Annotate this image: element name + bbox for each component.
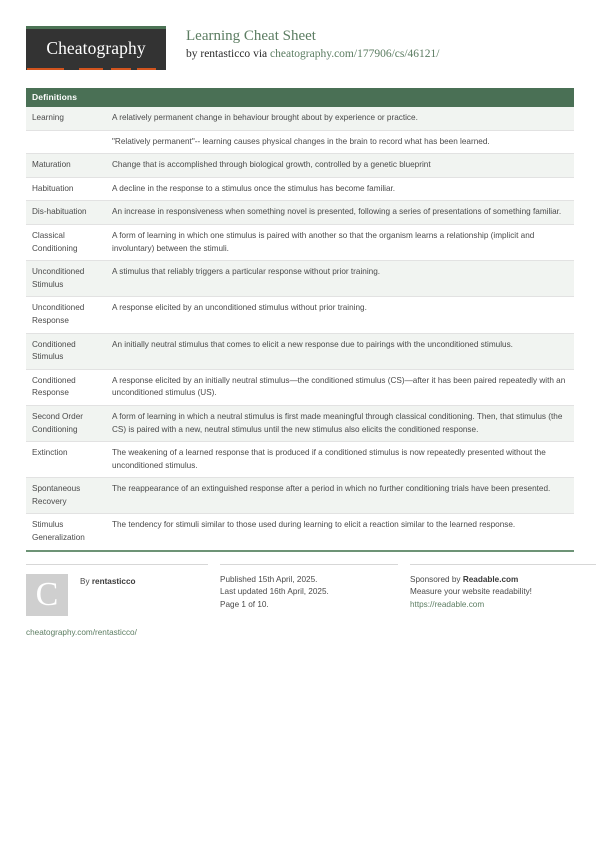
table-row (26, 369, 574, 405)
table-row (26, 261, 574, 297)
definition-cell: "Relatively permanent"-- learning causes physical changes in the brain to record what has been learned. (106, 130, 574, 154)
table-row (26, 154, 574, 178)
table-row (26, 297, 574, 333)
author-prefix: By (80, 576, 92, 586)
definition-cell: A response elicited by an initially neutral stimulus—the conditioned stimulus (CS)—after it has been paired repeatedly with an unconditioned stimulus (US). (106, 369, 574, 405)
term-cell: Second Order Conditioning (26, 405, 106, 441)
byline (186, 47, 439, 62)
term-cell: Maturation (26, 154, 106, 178)
author-name (80, 574, 136, 589)
author-profile-link[interactable]: cheatography.com/rentasticco/ (26, 627, 137, 637)
logo-wordmark: Cheatography (46, 38, 146, 58)
author-handle: rentasticco (91, 576, 136, 586)
term-cell: Dis-habituation (26, 201, 106, 225)
sponsor-tagline: Measure your website readability! (410, 587, 532, 597)
definition-cell: A response elicited by an unconditioned stimulus without prior training. (106, 297, 574, 333)
updated-date: Last updated 16th April, 2025. (220, 587, 329, 597)
title-block (186, 26, 439, 62)
definition-cell: A form of learning in which a neutral stimulus is first made meaningful through classical conditioning. Then, that stimulus (the CS) is paired with a new, neutral stimulus until the new stimulus also elicits the conditioned response. (106, 405, 574, 441)
byline-source-link[interactable]: cheatography.com/177906/cs/46121/ (270, 48, 440, 60)
term-cell: Classical Conditioning (26, 224, 106, 260)
footer-meta-column (220, 564, 398, 640)
page-title: Learning Cheat Sheet (186, 28, 316, 44)
term-cell: Habituation (26, 177, 106, 201)
definition-cell: A form of learning in which one stimulus is paired with another so that the organism learns a relationship (implicit and involuntary) between the stimuli. (106, 224, 574, 260)
table-row (26, 130, 574, 154)
logo-underline-decoration (26, 68, 166, 70)
definition-cell: The weakening of a learned response that is produced if a conditioned stimulus is now repeatedly presented without the unconditioned stimulus. (106, 442, 574, 478)
definitions-table-wrapper (26, 88, 574, 552)
definition-cell: A relatively permanent change in behaviour brought about by experience or practice. (106, 107, 574, 130)
footer-author-column (26, 564, 208, 640)
definition-cell: The reappearance of an extinguished response after a period in which no further conditioning trials have been presented. (106, 478, 574, 514)
term-cell: Conditioned Stimulus (26, 333, 106, 369)
byline-author: rentasticco (200, 48, 251, 60)
definition-cell: An initially neutral stimulus that comes to elicit a new response due to pairings with the unconditioned stimulus. (106, 333, 574, 369)
page-number: Page 1 of 10. (220, 599, 269, 609)
sponsor-prefix: Sponsored by (410, 574, 463, 584)
table-row (26, 405, 574, 441)
term-cell: Unconditioned Response (26, 297, 106, 333)
term-cell: Spontaneous Recovery (26, 478, 106, 514)
definitions-table-body (26, 107, 574, 550)
table-row (26, 177, 574, 201)
footer-sponsor-column (410, 564, 596, 640)
term-cell: Extinction (26, 442, 106, 478)
term-cell: Unconditioned Stimulus (26, 261, 106, 297)
sponsor-link[interactable]: https://readable.com (410, 599, 485, 609)
definition-cell: A decline in the response to a stimulus once the stimulus has become familiar. (106, 177, 574, 201)
table-row (26, 201, 574, 225)
table-row (26, 333, 574, 369)
definition-cell: The tendency for stimuli similar to those used during learning to elicit a reaction similar to the learned response. (106, 514, 574, 550)
term-cell: Conditioned Response (26, 369, 106, 405)
page-header (26, 26, 574, 74)
table-row (26, 514, 574, 550)
sponsor-name: Readable.com (462, 574, 519, 584)
avatar: C (26, 574, 68, 616)
byline-middle: via (250, 48, 270, 60)
published-date: Published 15th April, 2025. (220, 574, 318, 584)
definition-cell: A stimulus that reliably triggers a particular response without prior training. (106, 261, 574, 297)
table-row (26, 442, 574, 478)
term-cell (26, 130, 106, 154)
author-row (26, 574, 208, 616)
sponsor-line (410, 574, 596, 587)
table-row (26, 224, 574, 260)
term-cell: Stimulus Generalization (26, 514, 106, 550)
definition-cell: An increase in responsiveness when something novel is presented, following a series of presentations of something familiar. (106, 201, 574, 225)
definition-cell: Change that is accomplished through biological growth, controlled by a genetic blueprint (106, 154, 574, 178)
byline-prefix: by (186, 48, 201, 60)
definitions-table (26, 107, 574, 550)
page-footer (26, 564, 574, 640)
table-row (26, 107, 574, 130)
term-cell: Learning (26, 107, 106, 130)
table-row (26, 478, 574, 514)
cheatography-logo[interactable] (26, 26, 166, 70)
definitions-section-header: Definitions (26, 88, 574, 107)
